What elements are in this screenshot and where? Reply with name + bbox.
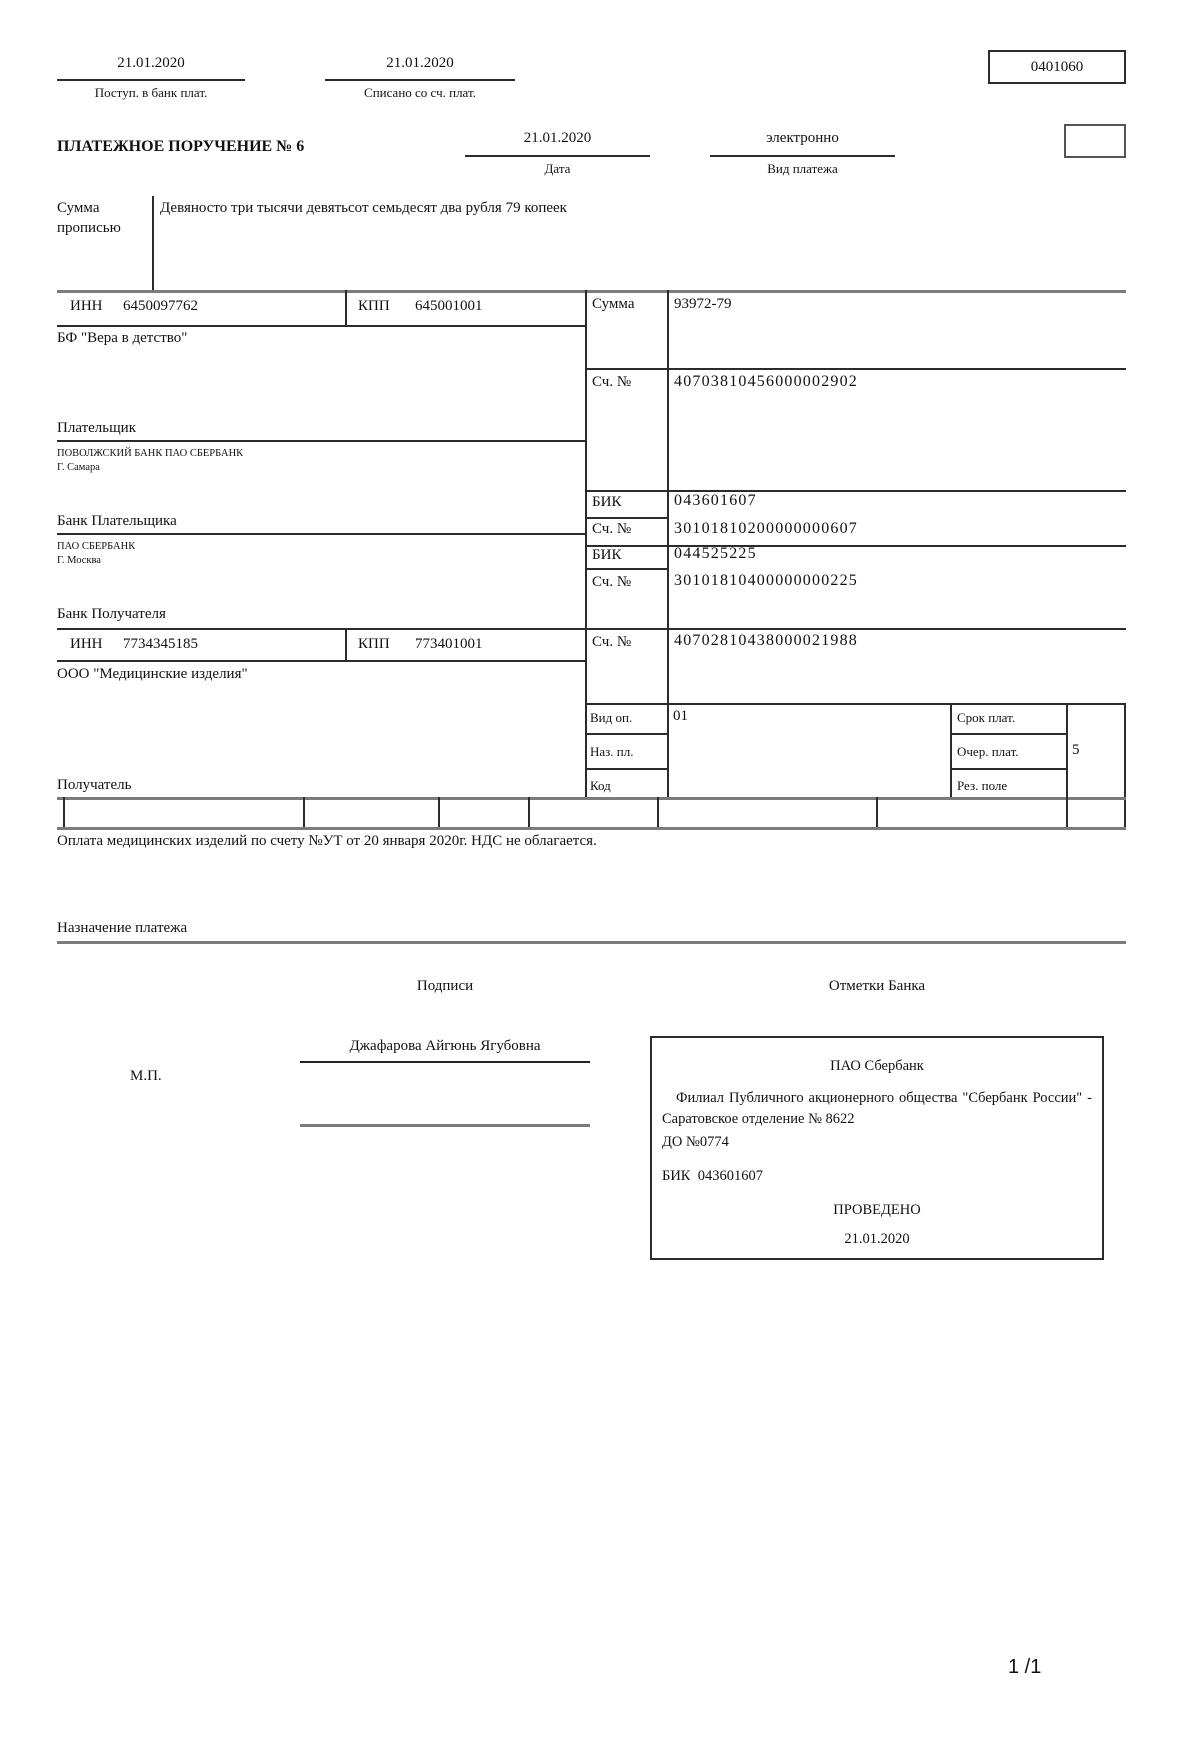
payee-label: Получатель (57, 777, 132, 793)
payer-bank-city: Г. Самара (57, 462, 100, 473)
divider (710, 155, 895, 157)
bank-stamp (650, 1036, 1104, 1260)
sum-value: 93972-79 (674, 296, 732, 312)
payee-name: ООО "Медицинские изделия" (57, 666, 248, 682)
divider (57, 533, 585, 535)
stamp-bik-row (662, 1168, 1092, 1185)
divider (57, 325, 585, 327)
bank-marks-title: Отметки Банка (828, 978, 926, 994)
stamp-bik-label: БИК (662, 1168, 691, 1184)
order-label: Очер. плат. (957, 744, 1019, 759)
reserve-label: Рез. поле (957, 778, 1008, 793)
due-date-label: Срок плат. (957, 710, 1016, 725)
payee-kpp-label: КПП (358, 636, 390, 652)
page-number: 1 /1 (1008, 1656, 1042, 1678)
payee-inn-value: 7734345185 (123, 636, 198, 652)
payer-bank-bik-value: 043601607 (674, 492, 757, 509)
divider (57, 827, 1126, 830)
payer-account-value: 40703810456000002902 (674, 373, 858, 390)
divider (585, 568, 667, 570)
stamp-status: ПРОВЕДЕНО (833, 1202, 921, 1218)
op-type-value: 01 (673, 708, 688, 724)
divider (57, 797, 1126, 800)
divider (345, 290, 347, 325)
divider (585, 545, 1126, 547)
payer-inn-label: ИНН (70, 298, 103, 314)
document-title: ПЛАТЕЖНОЕ ПОРУЧЕНИЕ № 6 (57, 138, 305, 155)
payee-bank-name: ПАО СБЕРБАНК (57, 541, 136, 552)
received-date: 21.01.2020 (117, 55, 185, 71)
divider (57, 941, 1126, 944)
payee-kpp-value: 773401001 (415, 636, 483, 652)
divider (57, 79, 245, 81)
payee-account-label: Сч. № (592, 634, 632, 650)
payer-kpp-label: КПП (358, 298, 390, 314)
divider (585, 490, 1126, 492)
op-type-label: Вид оп. (590, 710, 633, 725)
payer-bank-account-label: Сч. № (592, 521, 632, 537)
payee-account-value: 40702810438000021988 (674, 632, 858, 649)
divider (345, 628, 347, 660)
received-date-label: Поступ. в банк плат. (94, 85, 208, 100)
payment-type-label: Вид платежа (767, 161, 838, 176)
payee-bank-city: Г. Москва (57, 555, 101, 566)
stamp-bik-value: 043601607 (697, 1168, 763, 1184)
stamp-bank-name: ПАО Сбербанк (830, 1058, 924, 1074)
date-label: Дата (544, 161, 571, 176)
payment-type: электронно (766, 130, 839, 146)
payee-bank-label: Банк Получателя (57, 606, 166, 622)
code-label: Код (590, 778, 611, 793)
payer-bank-account-value: 30101810200000000607 (674, 520, 858, 537)
payer-bank-name: ПОВОЛЖСКИЙ БАНК ПАО СБЕРБАНК (57, 448, 244, 459)
divider (57, 290, 1126, 293)
signature-line (300, 1124, 590, 1127)
divider (950, 768, 1066, 770)
divider (585, 703, 1126, 705)
payer-bank-bik-label: БИК (592, 494, 622, 510)
stamp-branch: Филиал Публичного акционерного общества "Сбербанк России" - Саратовское отделение № 8622 (662, 1090, 1092, 1127)
signatures-title: Подписи (416, 978, 474, 994)
divider (585, 768, 667, 770)
divider (950, 733, 1066, 735)
divider (438, 797, 440, 827)
pay-purpose-code-label: Наз. пл. (590, 744, 634, 759)
signature-line (300, 1061, 590, 1063)
payer-account-label: Сч. № (592, 374, 632, 390)
payee-bank-bik-value: 044525225 (674, 545, 757, 562)
signer-name: Джафарова Айгюнь Ягубовна (349, 1038, 541, 1054)
divider (325, 79, 515, 81)
payer-kpp-value: 645001001 (415, 298, 483, 314)
stamp-office: ДО №0774 (662, 1134, 729, 1150)
stamp-place-label: М.П. (130, 1068, 162, 1084)
divider (57, 440, 585, 442)
purpose-label: Назначение платежа (57, 920, 188, 936)
stamp-date: 21.01.2020 (844, 1231, 910, 1247)
payer-name: БФ "Вера в детство" (57, 330, 188, 346)
form-code: 0401060 (1030, 59, 1084, 75)
divider (950, 703, 952, 797)
payer-inn-value: 6450097762 (123, 298, 198, 314)
priority-box (1064, 124, 1126, 158)
divider (876, 797, 878, 827)
divider (1066, 797, 1068, 827)
divider (585, 368, 1126, 370)
purpose-text: Оплата медицинских изделий по счету №УТ от 20 января 2020г. НДС не облагается. (57, 833, 597, 849)
divider (303, 797, 305, 827)
sum-label: Сумма (592, 296, 635, 312)
amount-words-value: Девяносто три тысячи девятьсот семьдесят два рубля 79 копеек (160, 200, 567, 216)
divider (1066, 703, 1068, 797)
debited-date: 21.01.2020 (386, 55, 454, 71)
payee-bank-account-label: Сч. № (592, 574, 632, 590)
divider (585, 733, 667, 735)
divider (465, 155, 650, 157)
form-code-box (988, 50, 1126, 84)
payer-bank-label: Банк Плательщика (57, 513, 177, 529)
divider (585, 517, 667, 519)
amount-words-label: Сумма прописью (57, 200, 121, 236)
payee-bank-account-value: 30101810400000000225 (674, 572, 858, 589)
divider (657, 797, 659, 827)
divider (528, 797, 530, 827)
document-date: 21.01.2020 (523, 130, 592, 146)
divider (57, 660, 585, 662)
payer-label: Плательщик (57, 420, 136, 436)
payee-inn-label: ИНН (70, 636, 103, 652)
divider (57, 628, 1126, 630)
divider (63, 797, 65, 827)
payee-bank-bik-label: БИК (592, 547, 622, 563)
divider (1124, 703, 1126, 827)
divider (152, 196, 154, 290)
debited-date-label: Списано со сч. плат. (364, 85, 476, 100)
order-value: 5 (1072, 742, 1080, 758)
